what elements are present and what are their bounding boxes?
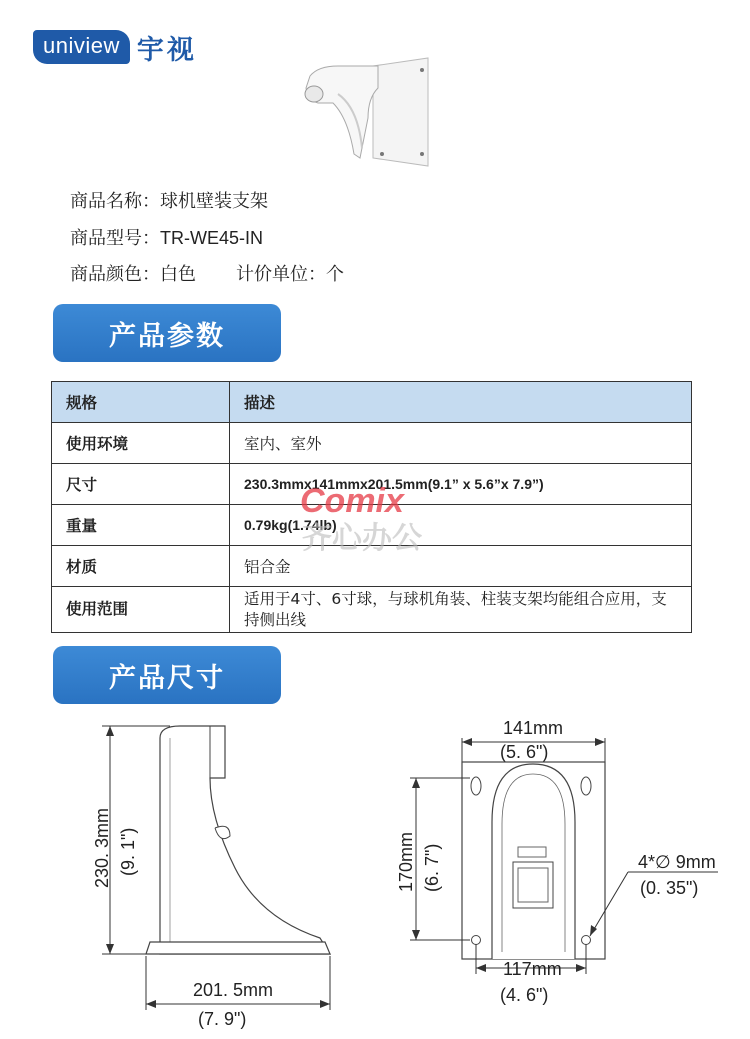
hole-h-mm-label: 117mm: [503, 959, 562, 979]
section-heading-size: 产品尺寸: [53, 646, 281, 704]
table-row: [52, 423, 692, 464]
width-mm-label: 141mm: [503, 718, 564, 738]
side-view-drawing: [90, 718, 350, 1033]
product-name-value: 球机壁装支架: [160, 191, 268, 212]
hole-d-mm-label: 4*∅ 9mm: [638, 852, 716, 872]
spec-value: 0.79kg(1.74lb): [230, 505, 692, 546]
spec-name: 材质: [52, 546, 230, 587]
height-in-label: (9. 1"): [118, 827, 138, 876]
section-heading-params: 产品参数: [53, 304, 281, 362]
product-name-label: 商品名称：: [70, 191, 160, 212]
depth-mm-label: 201. 5mm: [193, 980, 274, 1000]
spec-header-name: 规格: [52, 382, 230, 423]
hole-d-in-label: (0. 35"): [640, 878, 699, 898]
table-row: [52, 587, 692, 633]
brand-logo: [33, 29, 197, 65]
table-row: [52, 546, 692, 587]
product-name-line: [70, 187, 268, 213]
depth-in-label: (7. 9"): [198, 1009, 247, 1029]
pricing-unit-label: 计价单位：: [236, 264, 326, 285]
width-in-label: (5. 6"): [500, 742, 549, 762]
hole-h-in-label: (4. 6"): [500, 985, 549, 1005]
table-row: [52, 505, 692, 546]
product-model-label: 商品型号：: [70, 228, 160, 249]
product-color-label: 商品颜色：: [70, 264, 160, 285]
spec-name: 使用范围: [52, 587, 230, 633]
spec-table-header: [52, 382, 692, 423]
logo-text-cn: 宇视: [136, 34, 197, 66]
spec-name: 重量: [52, 505, 230, 546]
table-row: [52, 464, 692, 505]
watermark-en: Comix: [300, 482, 404, 520]
spec-value: 230.3mmx141mmx201.5mm(9.1” x 5.6”x 7.9”): [230, 464, 692, 505]
front-view-drawing: [396, 712, 730, 1012]
product-color-value: 白色: [160, 264, 196, 285]
spec-value: 适用于4寸、6寸球，与球机角装、柱装支架均能组合应用，支持侧出线: [230, 587, 692, 633]
spec-table: [51, 381, 692, 633]
spec-name: 尺寸: [52, 464, 230, 505]
product-color-line: [70, 260, 344, 286]
hole-v-in-label: (6. 7"): [422, 843, 442, 892]
pricing-unit-value: 个: [326, 264, 344, 285]
product-model-line: [70, 224, 263, 250]
product-model-value: TR-WE45-IN: [160, 228, 263, 248]
watermark-cn: 齐心办公: [302, 521, 422, 556]
spec-value: 室内、室外: [230, 423, 692, 464]
hole-v-mm-label: 170mm: [396, 831, 416, 892]
spec-header-desc: 描述: [230, 382, 692, 423]
height-mm-label: 230. 3mm: [92, 807, 112, 888]
spec-value: 铝合金: [230, 546, 692, 587]
product-image: [298, 58, 433, 170]
spec-name: 使用环境: [52, 423, 230, 464]
logo-text-en: uniview: [33, 30, 130, 64]
